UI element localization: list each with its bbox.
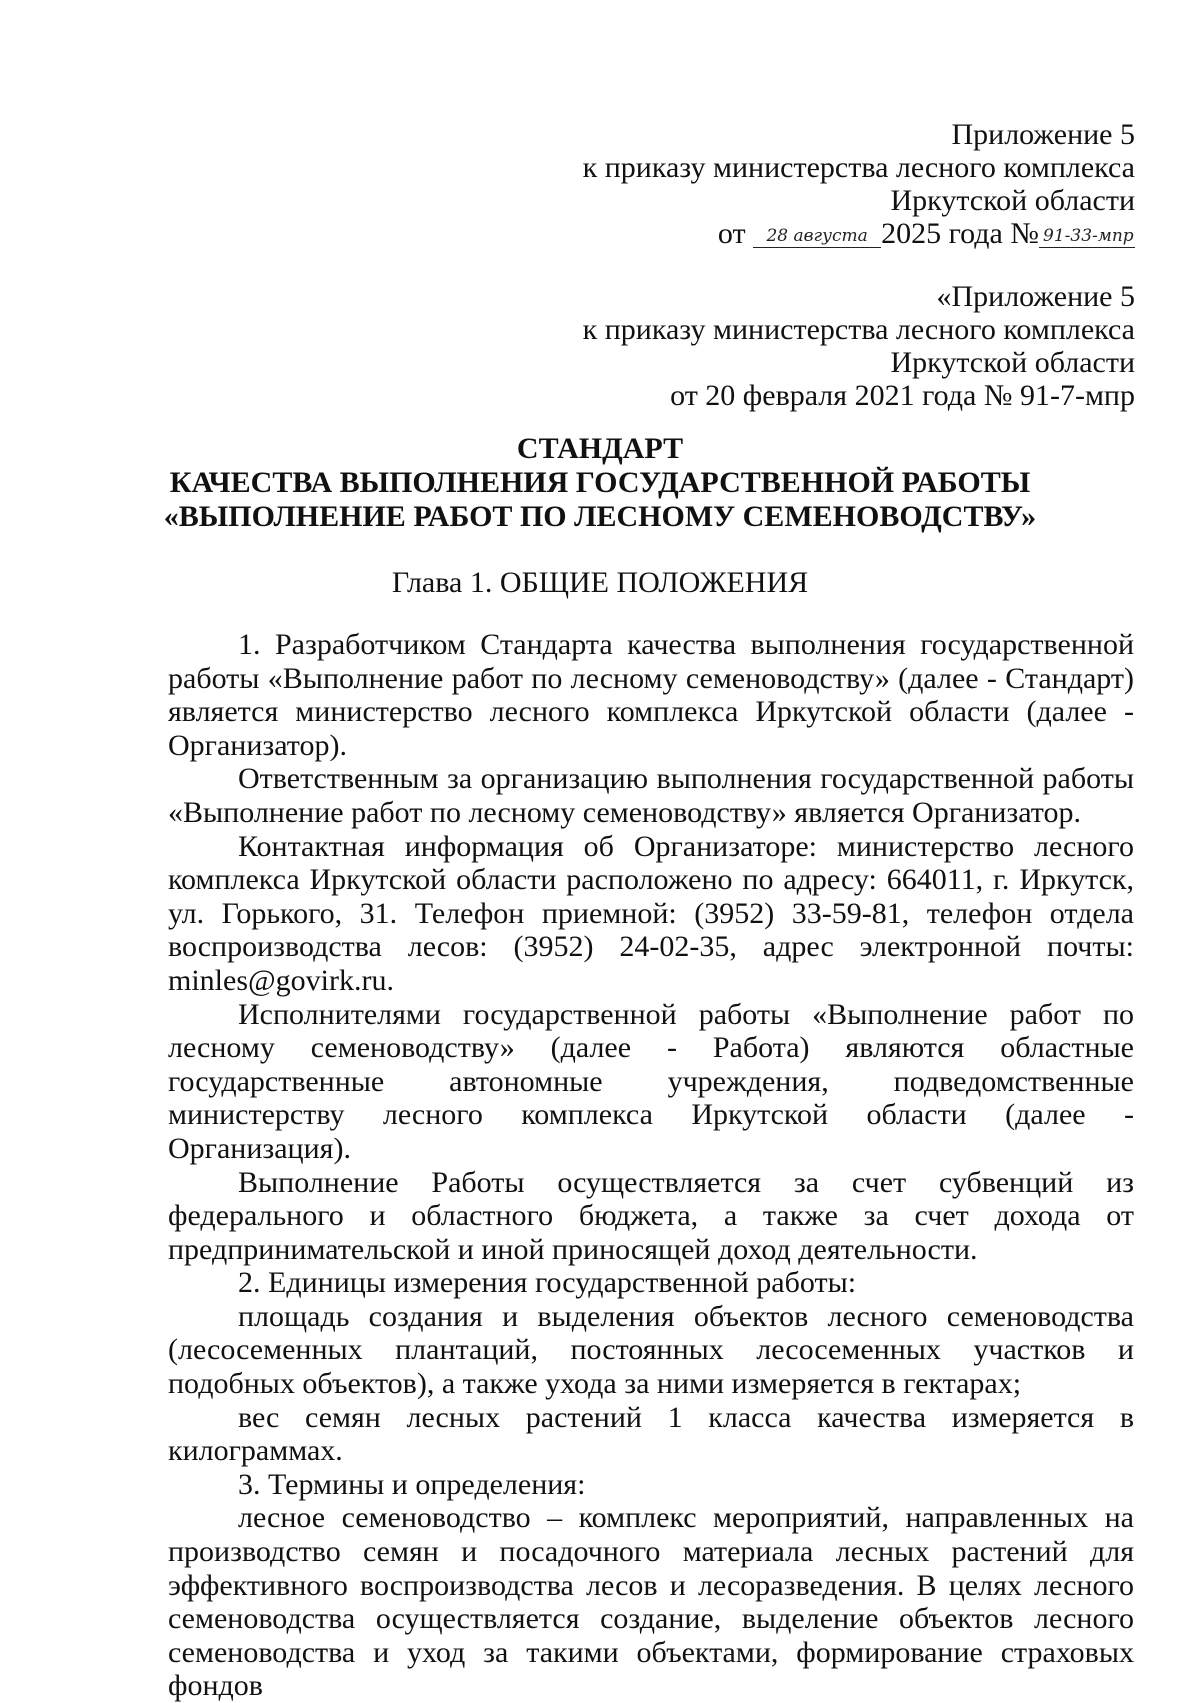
paragraph: Выполнение Работы осуществляется за счет субвенций из федерального и областного бюджета, а также за счет дохода от предпринимательской и иной приносящей доход деятельности.: [168, 1165, 1134, 1266]
appendix-header-old: [583, 280, 1135, 412]
paragraph: Исполнителями государственной работы «Выполнение работ по лесному семеноводству» (далее - Работа) являются областные государственные автономные учреждения, подведомственные министерству лесного комплекса Иркутской области (далее - Организация).: [168, 997, 1134, 1165]
old-appendix-date: от 20 февраля 2021 года № 91-7-мпр: [670, 379, 1135, 412]
paragraph: Контактная информация об Организаторе: министерство лесного комплекса Иркутской области расположено по адресу: 664011, г. Иркутск, ул. Горького, 31. Телефон приемной: (3952) 33-59-81, телефон отдела воспроизводства лесов: (3952) 24-02-35, адрес электронной почты: minles@govirk.ru.: [168, 829, 1134, 997]
paragraph: площадь создания и выделения объектов лесного семеноводства (лесосеменных плантаций, постоянных лесосеменных участков и подобных объектов), а также ухода за ними измеряется в гектарах;: [168, 1299, 1134, 1401]
year-text: 2025 года №: [881, 217, 1039, 250]
chapter-heading: Глава 1. ОБЩИЕ ПОЛОЖЕНИЯ: [391, 566, 809, 599]
old-appendix-region: Иркутской области: [890, 346, 1135, 379]
handwritten-number: 91-33-мпр: [1039, 225, 1135, 248]
paragraph: 3. Термины и определения:: [238, 1467, 586, 1501]
appendix-order-ref: к приказу министерства лесного комплекса: [582, 151, 1135, 184]
appendix-region: Иркутской области: [890, 184, 1135, 217]
paragraph: 1. Разработчиком Стандарта качества выполнения государственной работы «Выполнение работ по лесному семеноводству» (далее - Стандарт) является министерство лесного комплекса Иркутской области (далее - Организатор).: [168, 628, 1134, 762]
body-text: [168, 628, 1134, 1703]
paragraph: лесное семеноводство – комплекс мероприятий, направленных на производство семян и посадочного материала лесных растений для эффективного воспроизводства лесов и лесоразведения. В целях лесного семеноводства осуществляется создание, выделение объектов лесного семеноводства и уход за такими объектами, формирование страховых фондов: [168, 1501, 1134, 1703]
old-appendix-title: «Приложение 5: [936, 280, 1135, 313]
date-prefix: от: [717, 217, 746, 250]
title-line-3: «ВЫПОЛНЕНИЕ РАБОТ ПО ЛЕСНОМУ СЕМЕНОВОДСТВУ»: [163, 500, 1037, 533]
paragraph: вес семян лесных растений 1 класса качества измеряется в килограммах.: [168, 1400, 1134, 1468]
document-title: [100, 432, 1100, 534]
appendix-title: Приложение 5: [951, 118, 1135, 151]
appendix-date-line: [583, 217, 1135, 250]
title-line-2: КАЧЕСТВА ВЫПОЛНЕНИЯ ГОСУДАРСТВЕННОЙ РАБОТЫ: [169, 466, 1031, 499]
title-line-1: СТАНДАРТ: [516, 432, 684, 465]
paragraph: 2. Единицы измерения государственной работы:: [238, 1266, 857, 1300]
paragraph: Ответственным за организацию выполнения государственной работы «Выполнение работ по лесному семеноводству» является Организатор.: [168, 762, 1134, 829]
old-appendix-order-ref: к приказу министерства лесного комплекса: [582, 313, 1135, 346]
appendix-header-new: [583, 118, 1135, 250]
handwritten-date: 28 августа: [753, 225, 881, 248]
